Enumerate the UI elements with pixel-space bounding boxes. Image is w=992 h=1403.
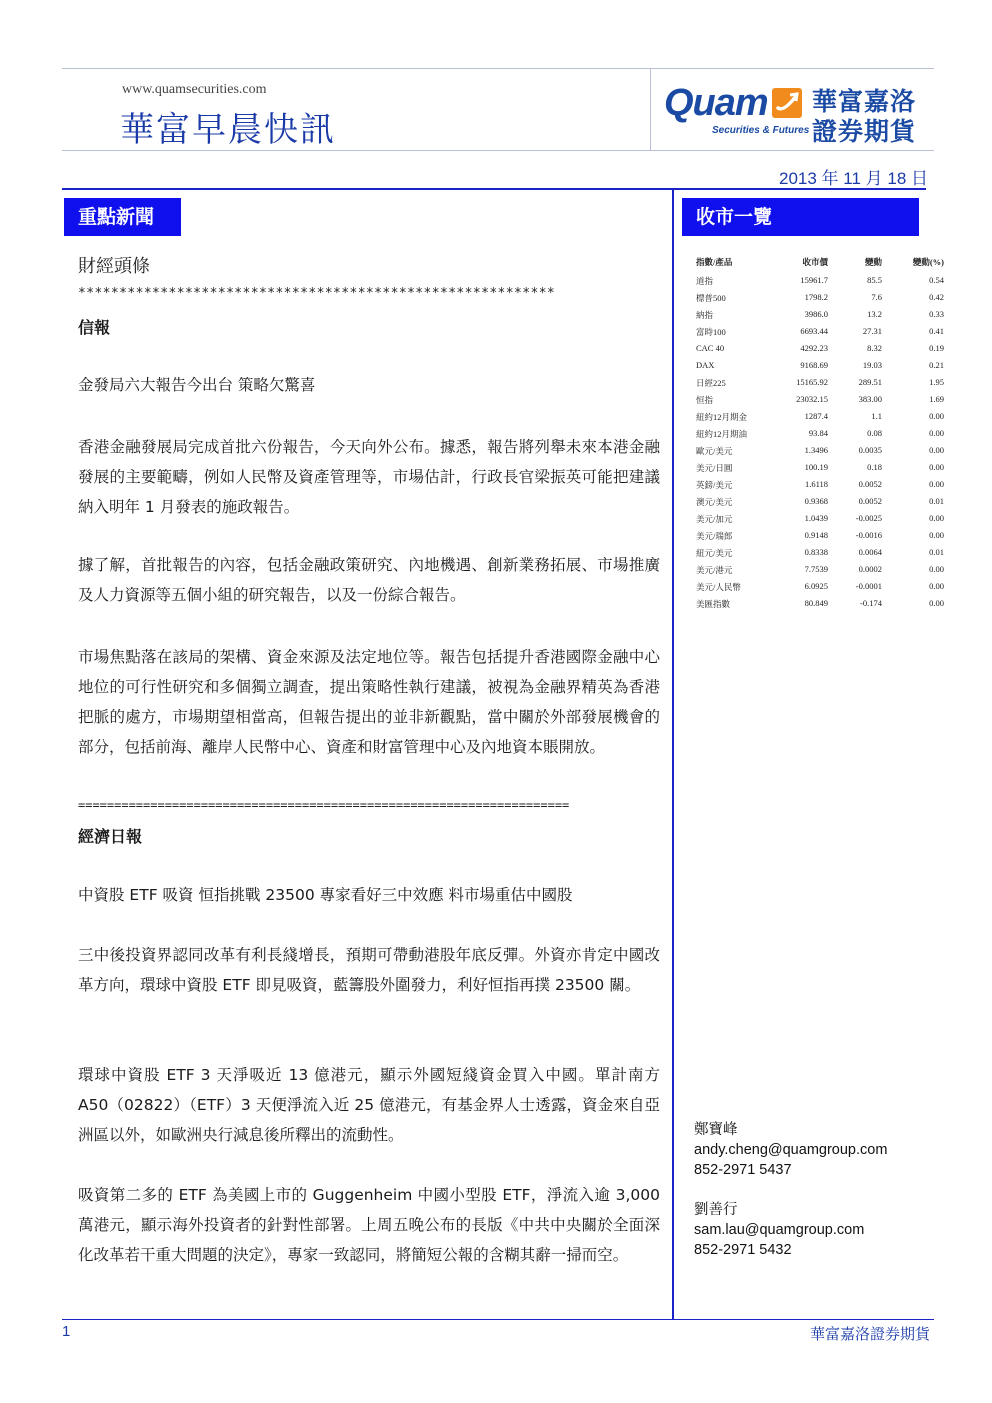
cell-change: -0.174 (860, 598, 882, 608)
source-hkej: 信報 (78, 318, 111, 337)
cell-change-pct: 0.00 (929, 428, 944, 438)
cell-close: 1798.2 (804, 292, 828, 302)
content-top-rule (62, 188, 926, 190)
cell-index: 納指 (696, 310, 714, 320)
cell-change-pct: 0.54 (929, 275, 944, 285)
cell-close: 0.8338 (804, 547, 828, 557)
cell-index: 紐元/美元 (696, 548, 733, 558)
cell-index: 美元/加元 (696, 514, 733, 524)
cell-change: 0.0002 (858, 564, 882, 574)
table-row (694, 394, 944, 411)
page-number: 1 (62, 1323, 71, 1340)
cell-index: 美元/日圓 (696, 463, 733, 473)
cell-index: DAX (696, 360, 715, 370)
cell-close: 80.849 (804, 598, 828, 608)
cell-change-pct: 0.00 (929, 479, 944, 489)
cell-change: 19.03 (862, 360, 882, 370)
cell-close: 0.9148 (804, 530, 828, 540)
table-row (694, 564, 944, 581)
cell-change-pct: 0.33 (929, 309, 944, 319)
page-title: 華富早晨快訊 (120, 110, 336, 150)
table-row (694, 309, 944, 326)
table-row (694, 411, 944, 428)
contact-email[interactable]: andy.cheng@quamgroup.com (694, 1142, 888, 1158)
star-divider: ********************************************************** (78, 286, 556, 301)
cell-change-pct: 0.01 (929, 547, 944, 557)
cell-change-pct: 0.41 (929, 326, 944, 336)
table-row (694, 292, 944, 309)
cell-index: 日經225 (696, 378, 726, 388)
section-title-market: 收市一覽 (682, 198, 919, 236)
cell-close: 6.0925 (804, 581, 828, 591)
cell-change: 0.0052 (858, 496, 882, 506)
cell-change-pct: 0.21 (929, 360, 944, 370)
cell-change: 0.18 (867, 462, 882, 472)
cell-index: 美元/港元 (696, 565, 733, 575)
market-table-header (694, 256, 944, 275)
cell-change: 7.6 (871, 292, 882, 302)
table-row (694, 530, 944, 547)
market-table-body (694, 275, 944, 615)
news-subtitle: 財經頭條 (78, 256, 150, 277)
table-row (694, 462, 944, 479)
table-row (694, 547, 944, 564)
cell-index: 紐約12月期金 (696, 412, 748, 422)
header-divider (650, 69, 651, 150)
cell-change-pct: 1.69 (929, 394, 944, 404)
cell-index: 富時100 (696, 327, 726, 337)
header-index: 指數/產品 (696, 257, 733, 267)
paragraph-4: 三中後投資界認同改革有利長綫增長，預期可帶動港股年底反彈。外資亦肯定中國改革方向，環球中資股 ETF 即見吸資，藍籌股外圍發力，利好恒指再撲 23500 關。 (78, 946, 660, 994)
cell-index: 美元/瑞郎 (696, 531, 733, 541)
logo-tagline: Securities & Futures (712, 125, 810, 136)
table-row (694, 343, 944, 360)
section-title-news: 重點新聞 (64, 198, 181, 236)
cell-change: 8.32 (867, 343, 882, 353)
table-row (694, 479, 944, 496)
cell-change: 27.31 (862, 326, 882, 336)
contact-1 (694, 1120, 887, 1180)
table-row (694, 513, 944, 530)
cell-close: 15961.7 (800, 275, 828, 285)
cell-close: 1287.4 (804, 411, 828, 421)
site-url[interactable]: www.quamsecurities.com (122, 82, 267, 97)
logo-brand: Quam (664, 82, 768, 124)
table-row (694, 428, 944, 445)
cell-close: 15165.92 (796, 377, 828, 387)
cell-change: 0.08 (867, 428, 882, 438)
equals-divider: ==================================================================== (78, 798, 570, 812)
cell-change: 0.0052 (858, 479, 882, 489)
cell-close: 1.6118 (804, 479, 828, 489)
cell-change: 13.2 (867, 309, 882, 319)
table-row (694, 360, 944, 377)
cell-change-pct: 0.00 (929, 445, 944, 455)
cell-index: 美元/人民幣 (696, 582, 741, 592)
table-row (694, 377, 944, 394)
market-table (694, 256, 944, 615)
cell-close: 6693.44 (800, 326, 828, 336)
cell-index: 紐約12月期油 (696, 429, 748, 439)
cell-change-pct: 0.00 (929, 462, 944, 472)
cell-change: 0.0064 (858, 547, 882, 557)
cell-change-pct: 0.00 (929, 411, 944, 421)
contact-email[interactable]: sam.lau@quamgroup.com (694, 1222, 865, 1238)
cell-change: 1.1 (871, 411, 882, 421)
cell-index: 英鎊/美元 (696, 480, 733, 490)
source-hket: 經濟日報 (78, 827, 143, 846)
cell-change-pct: 0.01 (929, 496, 944, 506)
table-row (694, 275, 944, 292)
cell-index: 澳元/美元 (696, 497, 733, 507)
table-row (694, 445, 944, 462)
cell-index: 歐元/美元 (696, 446, 733, 456)
contact-name: 劉善行 (694, 1202, 738, 1218)
header-close: 收市價 (802, 257, 828, 267)
cell-close: 23032.15 (796, 394, 828, 404)
cell-change-pct: 0.00 (929, 530, 944, 540)
cell-index: 美匯指數 (696, 599, 731, 609)
header-change: 變動 (864, 257, 882, 267)
table-row (694, 496, 944, 513)
cell-close: 1.0439 (804, 513, 828, 523)
cell-change-pct: 0.00 (929, 598, 944, 608)
column-divider (672, 188, 674, 1320)
content-bottom-rule (62, 1319, 934, 1320)
header-top-rule (62, 68, 934, 69)
cell-close: 0.9368 (804, 496, 828, 506)
cell-change: 85.5 (867, 275, 882, 285)
report-date: 2013 年 11 月 18 日 (779, 169, 928, 188)
contact-phone: 852-2971 5437 (694, 1162, 792, 1178)
logo-mark-icon (772, 88, 802, 118)
cell-change-pct: 0.00 (929, 513, 944, 523)
header-change-pct: 變動(%) (912, 257, 944, 267)
cell-change: -0.0025 (855, 513, 882, 523)
paragraph-1: 香港金融發展局完成首批六份報告，今天向外公布。據悉，報告將列舉未來本港金融發展的主要範疇，例如人民幣及資產管理等，市場估計，行政長官梁振英可能把建議納入明年 1 月發表的施政報告。 (78, 438, 660, 516)
contact-name: 鄭寶峰 (694, 1122, 738, 1138)
company-logo (664, 80, 934, 144)
cell-close: 1.3496 (804, 445, 828, 455)
table-row (694, 598, 944, 615)
cell-index: 道指 (696, 276, 714, 286)
paragraph-3: 市場焦點落在該局的架構、資金來源及法定地位等。報告包括提升香港國際金融中心地位的可行性研究和多個獨立調查，提出策略性執行建議，被視為金融界精英為香港把脈的處方，市場期望相當高，但報告提出的並非新觀點，當中關於外部發展機會的部分，包括前海、離岸人民幣中心、資產和財富管理中心及內地資本賬開放。 (78, 648, 660, 756)
logo-cn-line2: 證券期貨 (812, 117, 917, 146)
cell-index: CAC 40 (696, 343, 725, 353)
paragraph-5: 環球中資股 ETF 3 天淨吸近 13 億港元，顯示外國短綫資金買入中國。單計南方 A50（02822）（ETF）3 天便淨流入近 25 億港元，有基金界人士透露，資金來自亞洲區以外，如歐洲央行減息後所釋出的流動性。 (78, 1066, 660, 1144)
paragraph-2: 據了解，首批報告的內容，包括金融政策研究、內地機遇、創新業務拓展、市場推廣及人力資源等五個小組的研究報告，以及一份綜合報告。 (78, 556, 660, 604)
cell-change: 289.51 (858, 377, 882, 387)
headline-1: 金發局六大報告今出台 策略欠驚喜 (78, 376, 316, 394)
cell-change-pct: 0.00 (929, 564, 944, 574)
cell-close: 9168.69 (800, 360, 828, 370)
cell-change-pct: 0.42 (929, 292, 944, 302)
cell-change: -0.0001 (855, 581, 882, 591)
contact-phone: 852-2971 5432 (694, 1242, 792, 1258)
cell-change-pct: 0.00 (929, 581, 944, 591)
cell-close: 93.84 (808, 428, 828, 438)
paragraph-6: 吸資第二多的 ETF 為美國上市的 Guggenheim 中國小型股 ETF，淨流入逾 3,000 萬港元，顯示海外投資者的針對性部署。上周五晚公布的長版《中共中央關於全面深化改革若干重大問題的決定》，專家一致認同，將簡短公報的含糊其辭一掃而空。 (78, 1186, 660, 1264)
table-row (694, 581, 944, 598)
cell-change: 0.0035 (858, 445, 882, 455)
headline-2: 中資股 ETF 吸資 恒指挑戰 23500 專家看好三中效應 料市場重估中國股 (78, 886, 573, 904)
contact-2 (694, 1200, 864, 1260)
cell-change: -0.0016 (855, 530, 882, 540)
cell-close: 100.19 (804, 462, 828, 472)
cell-index: 標普500 (696, 293, 726, 303)
cell-index: 恒指 (696, 395, 714, 405)
cell-change: 383.00 (858, 394, 882, 404)
cell-close: 4292.23 (800, 343, 828, 353)
table-row (694, 326, 944, 343)
cell-close: 3986.0 (804, 309, 828, 319)
cell-change-pct: 0.19 (929, 343, 944, 353)
cell-close: 7.7539 (804, 564, 828, 574)
logo-cn-line1: 華富嘉洛 (812, 87, 917, 116)
footer-company: 華富嘉洛證券期貨 (809, 1325, 930, 1343)
cell-change-pct: 1.95 (929, 377, 944, 387)
